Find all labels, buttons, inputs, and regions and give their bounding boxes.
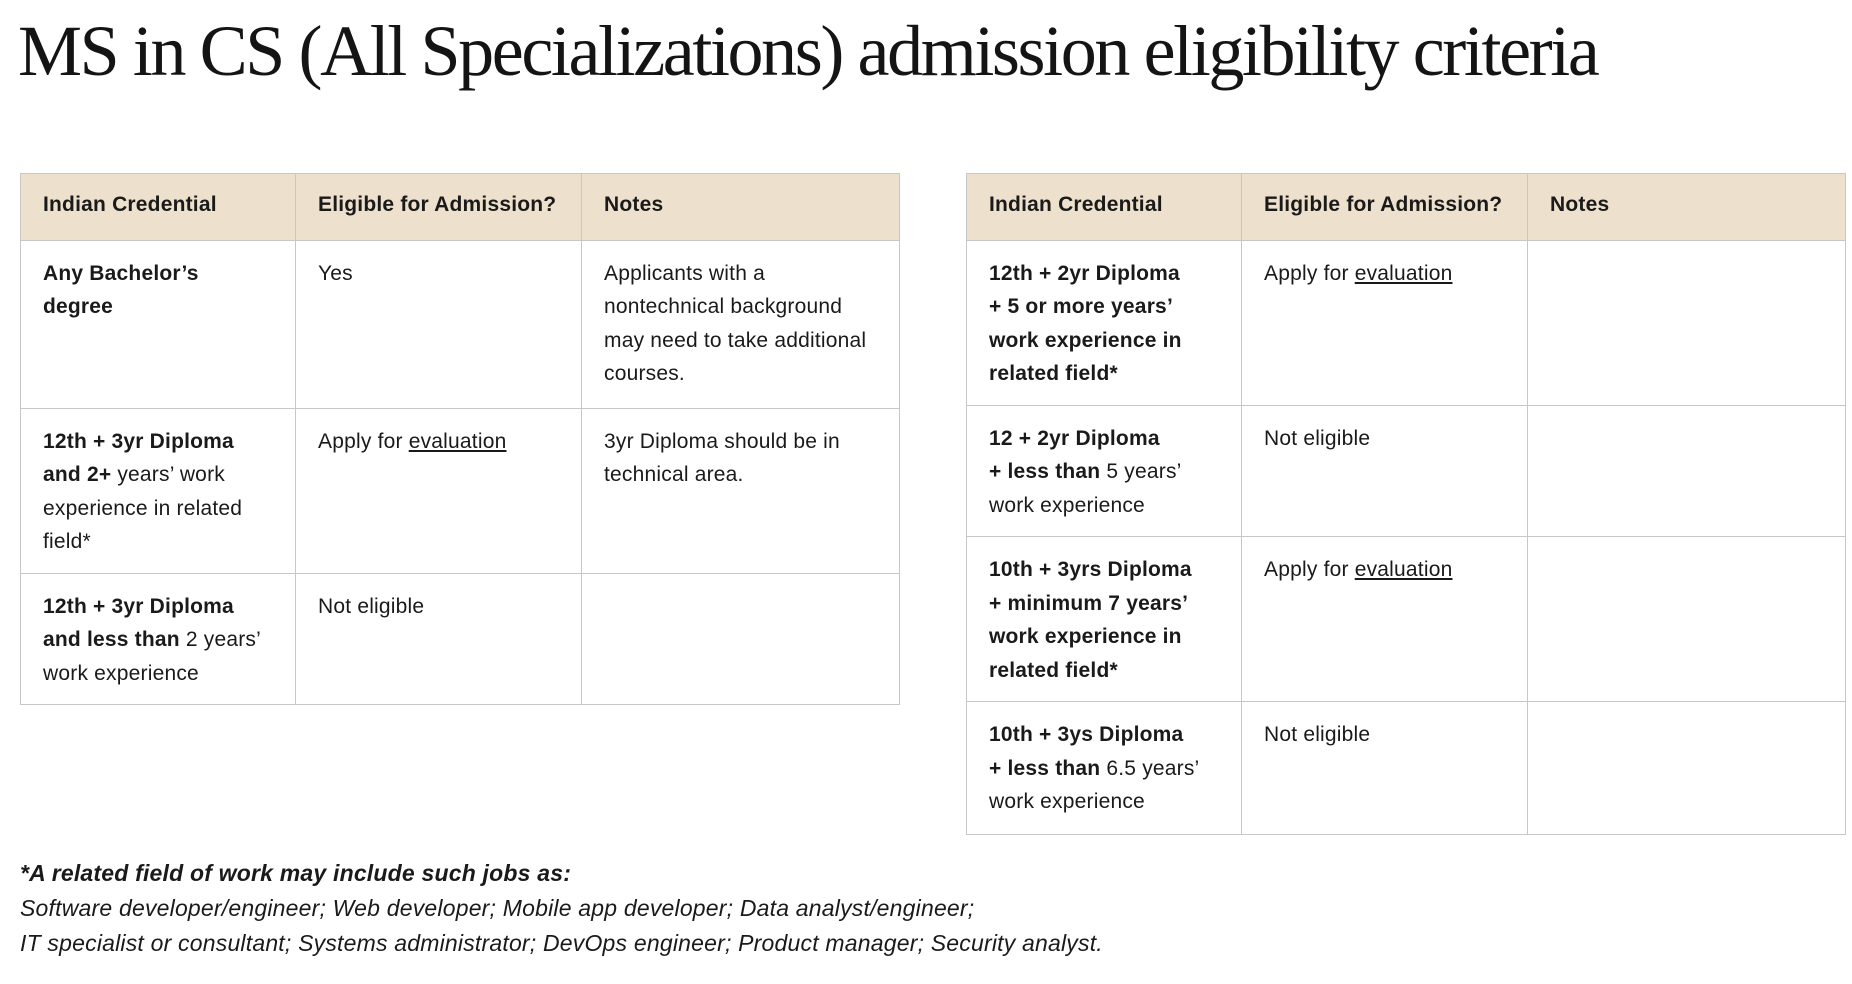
credential-cell xyxy=(967,702,1242,835)
credential-text: 10th + 3ys Diploma xyxy=(989,723,1184,746)
eligibility-table-left xyxy=(20,173,900,705)
credential-cell xyxy=(21,240,296,408)
credential-text: 2 years’ work experience xyxy=(43,628,261,685)
credential-text: 12th + 3yr Diploma xyxy=(43,594,234,618)
notes-cell: 3yr Diploma should be in technical area. xyxy=(582,408,900,573)
column-header-notes: Notes xyxy=(582,174,900,241)
column-header-notes: Notes xyxy=(1528,174,1846,241)
credential-text: degree xyxy=(43,295,114,318)
credential-text: years’ work experience in related field* xyxy=(43,463,243,553)
credential-emphasis: minimum xyxy=(1007,591,1103,615)
table-row xyxy=(967,537,1846,702)
eligibility-cell xyxy=(1242,240,1528,405)
footnote-line: IT specialist or consultant; Systems administrator; DevOps engineer; Product manager; Security analyst. xyxy=(20,930,1103,956)
notes-cell xyxy=(1528,240,1846,405)
footnote-line: Software developer/engineer; Web developer; Mobile app developer; Data analyst/engineer; xyxy=(20,895,975,921)
table-row xyxy=(21,573,900,705)
eligibility-cell: Not eligible xyxy=(296,573,582,705)
eligibility-text: Apply for xyxy=(1264,558,1355,581)
table-row xyxy=(21,408,900,573)
credential-cell xyxy=(21,408,296,573)
notes-cell xyxy=(1528,405,1846,537)
page-title: MS in CS (All Specializations) admission eligibility criteria xyxy=(18,11,1598,91)
notes-cell: Applicants with a nontechnical background may need to take additional courses. xyxy=(582,240,900,408)
eligibility-cell: Not eligible xyxy=(1242,405,1528,537)
table-row xyxy=(21,240,900,408)
credential-emphasis: and 2+ xyxy=(43,463,112,486)
column-header-eligible: Eligible for Admission? xyxy=(296,174,582,241)
credential-text: 6.5 years’ work experience xyxy=(989,756,1199,813)
table-row xyxy=(967,702,1846,835)
column-header-credential: Indian Credential xyxy=(967,174,1242,241)
credential-text: 12 + 2yr Diploma xyxy=(989,426,1160,450)
credential-text: 12th + 2yr Diploma xyxy=(989,261,1180,285)
column-header-eligible: Eligible for Admission? xyxy=(1242,174,1528,241)
eligibility-cell: Yes xyxy=(296,240,582,408)
credential-text: years’ work experience in related field* xyxy=(989,295,1182,385)
eligibility-text: Apply for xyxy=(318,429,409,453)
column-header-credential: Indian Credential xyxy=(21,174,296,241)
eligibility-table-right xyxy=(966,173,1846,835)
credential-text: 5 years’ work experience xyxy=(989,460,1181,517)
credential-text: 10th + 3yrs Diploma xyxy=(989,558,1192,581)
credential-emphasis: less than xyxy=(1007,756,1101,780)
table-header-row xyxy=(21,174,900,241)
credential-cell xyxy=(967,405,1242,537)
credential-emphasis: and less than xyxy=(43,628,180,651)
credential-text: + xyxy=(989,756,1008,780)
credential-cell xyxy=(967,240,1242,405)
table-header-row xyxy=(967,174,1846,241)
footnote-heading: *A related field of work may include such jobs as: xyxy=(20,860,572,886)
evaluation-link[interactable]: evaluation xyxy=(1354,558,1453,581)
eligibility-cell: Not eligible xyxy=(1242,702,1528,835)
notes-cell xyxy=(582,573,900,705)
credential-cell xyxy=(967,537,1242,702)
credential-emphasis: or more xyxy=(1025,295,1106,318)
table-row xyxy=(967,405,1846,537)
credential-emphasis: less than xyxy=(1007,460,1101,483)
eligibility-text: Apply for xyxy=(1264,261,1355,285)
evaluation-link[interactable]: evaluation xyxy=(408,429,507,453)
notes-cell xyxy=(1528,702,1846,835)
evaluation-link[interactable]: evaluation xyxy=(1354,261,1453,285)
eligibility-cell xyxy=(1242,537,1528,702)
table-row xyxy=(967,240,1846,405)
credential-text: Any Bachelor’s xyxy=(43,261,199,285)
credential-text: + 5 xyxy=(989,295,1026,318)
credential-text: 7 years’ work experience in related field* xyxy=(989,591,1187,682)
notes-cell xyxy=(1528,537,1846,702)
credential-text: 12th + 3yr Diploma xyxy=(43,429,234,453)
credential-text: + xyxy=(989,591,1008,615)
credential-text: + xyxy=(989,460,1008,483)
footnote xyxy=(20,856,1103,961)
credential-cell xyxy=(21,573,296,705)
eligibility-cell xyxy=(296,408,582,573)
